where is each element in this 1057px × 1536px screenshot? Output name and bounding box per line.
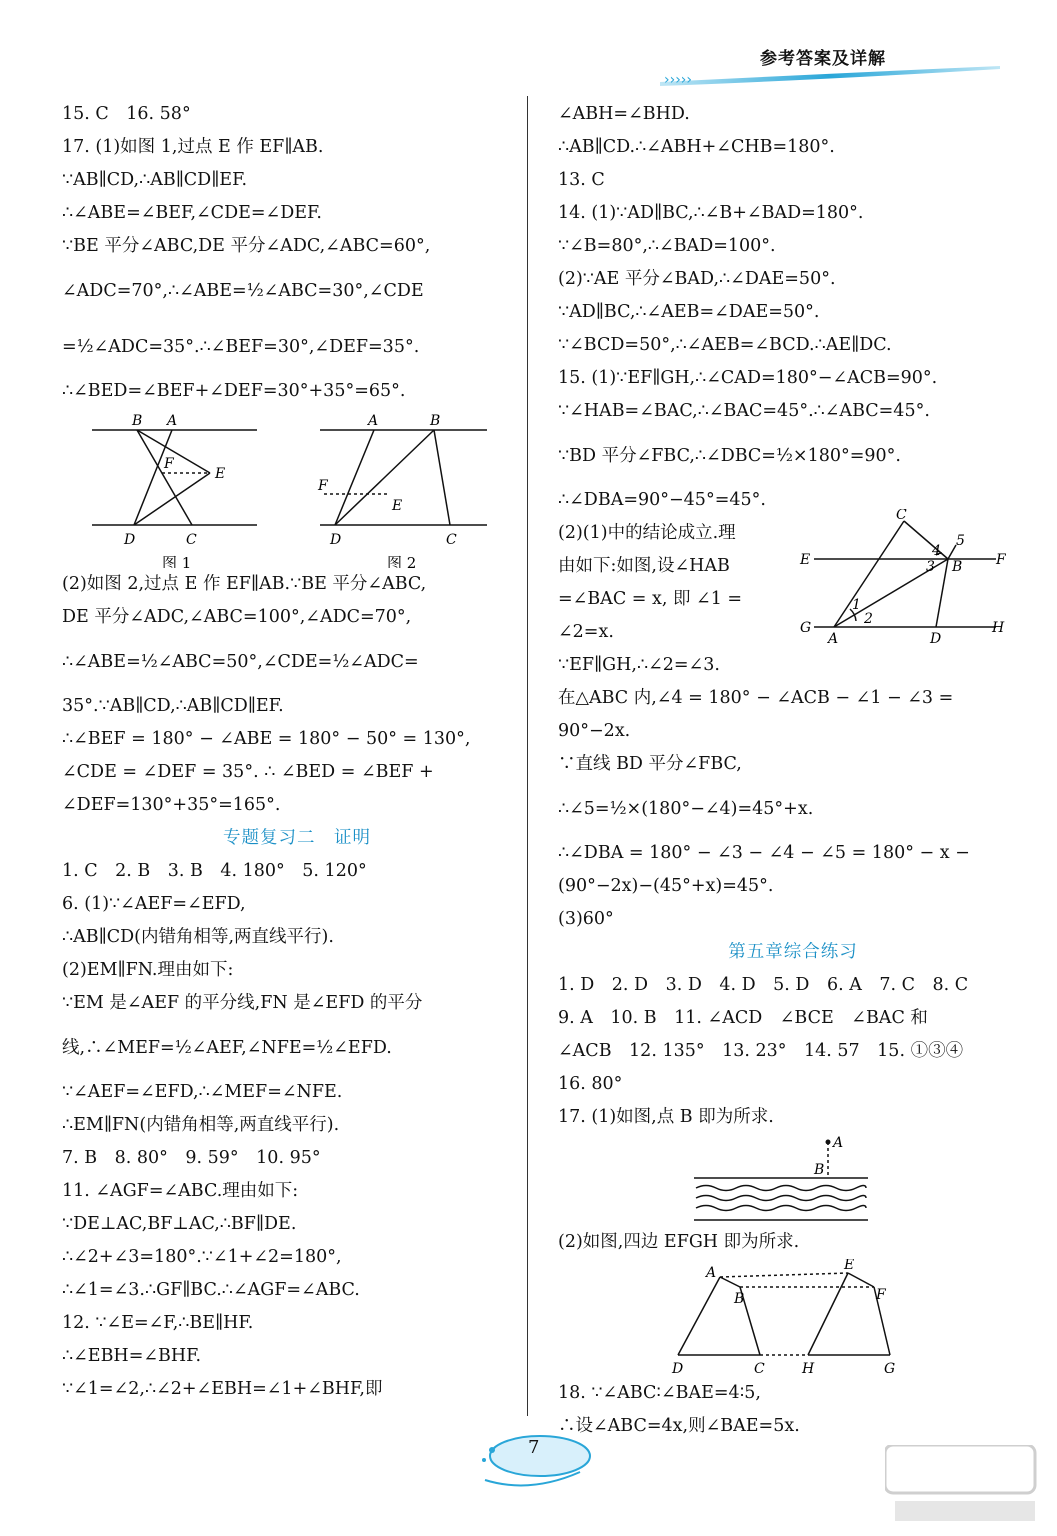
page-number-decoration: [470, 1420, 620, 1500]
fig4-label-a: A: [833, 1135, 844, 1151]
figure-4: [688, 1134, 878, 1226]
text-line: 1. C 2. B 3. B 4. 180° 5. 120°: [62, 861, 367, 881]
text-line: ∵EM 是∠AEF 的平分线,FN 是∠EFD 的平分: [62, 993, 423, 1013]
right-column: [558, 98, 1028, 1443]
fig3-label-f: F: [996, 552, 1006, 568]
text-line: ∵∠HAB=∠BAC,∴∠BAC=45°.∴∠ABC=45°.: [558, 401, 930, 421]
text-line: DE 平分∠ADC,∠ABC=100°,∠ADC=70°,: [62, 607, 412, 627]
fig3-label-c: C: [896, 509, 907, 523]
text-line: ∴∠BEF = 180° − ∠ABE = 180° − 50° = 130°,: [62, 729, 471, 749]
header-title: 参考答案及详解: [760, 49, 886, 69]
fig2-label-e: E: [392, 498, 403, 514]
fig1-label-a: A: [167, 413, 178, 429]
fig5-label-g: G: [884, 1361, 896, 1377]
figures-1-2: [62, 408, 532, 568]
fig1-caption: 图 1: [162, 554, 192, 568]
fig5-label-c: C: [754, 1361, 765, 1377]
text-line: ∵AD∥BC,∴∠AEB=∠DAE=50°.: [558, 302, 820, 322]
fig2-label-f: F: [318, 478, 328, 494]
figure-1: [92, 430, 257, 525]
text-line: 9. A 10. B 11. ∠ACD ∠BCE ∠BAC 和: [558, 1008, 928, 1028]
text-line: 90°−2x.: [558, 721, 631, 741]
text-line: ∴∠DBA = 180° − ∠3 − ∠4 − ∠5 = 180° − x −: [558, 843, 970, 863]
text-line: ∠2=x.: [558, 622, 614, 642]
figure-3: [796, 509, 1006, 649]
fig5-label-a: A: [706, 1265, 717, 1281]
text-line: ∴∠2+∠3=180°.∵∠1+∠2=180°,: [62, 1247, 342, 1267]
text-line: 12. ∵∠E=∠F,∴BE∥HF.: [62, 1313, 254, 1333]
fig3-label-h: H: [992, 620, 1005, 636]
text-line: =½∠ADC=35°.∴∠BEF=30°,∠DEF=35°.: [62, 337, 420, 357]
fig5-label-d: D: [672, 1361, 684, 1377]
text-line: ∠ADC=70°,∴∠ABE=½∠ABC=30°,∠CDE: [62, 281, 424, 301]
text-line: 11. ∠AGF=∠ABC.理由如下:: [62, 1181, 299, 1201]
fig1-label-e: E: [215, 466, 226, 482]
text-line: (2)如图,四边 EFGH 即为所求.: [558, 1232, 800, 1252]
fig1-label-d: D: [124, 532, 136, 548]
text-line: 线,∴∠MEF=½∠AEF,∠NFE=½∠EFD.: [62, 1038, 392, 1058]
text-line: ∵∠AEF=∠EFD,∴∠MEF=∠NFE.: [62, 1082, 343, 1102]
text-line: ∠CDE = ∠DEF = 35°. ∴ ∠BED = ∠BEF +: [62, 762, 434, 782]
q15-2-block: [558, 509, 1028, 649]
text-line: 16. 80°: [558, 1074, 623, 1094]
fig2-label-a: A: [368, 413, 379, 429]
fig5-label-f: F: [876, 1287, 886, 1303]
figure-2: [320, 430, 487, 525]
fig3-label-b: B: [952, 559, 963, 575]
text-line: ∴∠5=½×(180°−∠4)=45°+x.: [558, 799, 814, 819]
text-line: ∴∠1=∠3.∴GF∥BC.∴∠AGF=∠ABC.: [62, 1280, 360, 1300]
fig4-label-b: B: [814, 1162, 825, 1178]
fig3-label-e: E: [800, 552, 811, 568]
text-line: ∵直线 BD 平分∠FBC,: [558, 754, 742, 774]
text-line: 14. (1)∵AD∥BC,∴∠B+∠BAD=180°.: [558, 203, 864, 223]
section-title-chapter-5: 第五章综合练习: [728, 942, 858, 962]
text-line: 6. (1)∵∠AEF=∠EFD,: [62, 894, 246, 914]
fig2-label-c: C: [446, 532, 457, 548]
fig2-caption: 图 2: [387, 554, 417, 568]
fig5-label-e: E: [844, 1259, 855, 1273]
text-line: ∵AB∥CD,∴AB∥CD∥EF.: [62, 170, 248, 190]
text-line: (2)如图 2,过点 E 作 EF∥AB.∵BE 平分∠ABC,: [62, 574, 427, 594]
text-line: ∴∠DBA=90°−45°=45°.: [558, 490, 766, 510]
text-line: 由如下:如图,设∠HAB: [558, 556, 730, 576]
fig3-label-a: A: [828, 631, 839, 647]
text-line: =∠BAC = x, 即 ∠1 =: [558, 589, 743, 609]
section-title-review-2: 专题复习二 证明: [223, 828, 371, 848]
text-line: ∠DEF=130°+35°=165°.: [62, 795, 281, 815]
fig3-label-5: 5: [956, 533, 965, 549]
text-line: 13. C: [558, 170, 605, 190]
text-line: ∴∠BED=∠BEF+∠DEF=30°+35°=65°.: [62, 381, 406, 401]
text-line: ∵∠BCD=50°,∴∠AEB=∠BCD.∴AE∥DC.: [558, 335, 892, 355]
text-line: ∠ACB 12. 135° 13. 23° 14. 57 15. ①③④: [558, 1041, 964, 1061]
svg-text:›››››: ›››››: [664, 72, 692, 88]
text-line: ∴EM∥FN(内错角相等,两直线平行).: [62, 1115, 340, 1135]
text-line: ∵DE⊥AC,BF⊥AC,∴BF∥DE.: [62, 1214, 297, 1234]
text-line: 35°.∵AB∥CD,∴AB∥CD∥EF.: [62, 696, 284, 716]
text-line: 7. B 8. 80° 9. 59° 10. 95°: [62, 1148, 321, 1168]
text-line: ∵EF∥GH,∴∠2=∠3.: [558, 655, 720, 675]
fig1-label-f: F: [164, 456, 174, 472]
fig1-label-c: C: [186, 532, 197, 548]
text-line: 17. (1)如图 1,过点 E 作 EF∥AB.: [62, 137, 324, 157]
page-header: [0, 0, 1057, 100]
text-line: 18. ∵∠ABC∶∠BAE=4∶5,: [558, 1383, 761, 1403]
text-line: ∴AB∥CD.∴∠ABH+∠CHB=180°.: [558, 137, 835, 157]
text-line: ∵BD 平分∠FBC,∴∠DBC=½×180°=90°.: [558, 446, 901, 466]
fig2-label-d: D: [330, 532, 342, 548]
left-column: [62, 98, 532, 1406]
figure-5: [668, 1259, 908, 1377]
text-line: (3)60°: [558, 909, 614, 929]
fig5-label-b: B: [734, 1291, 745, 1307]
watermark-logo: [885, 1445, 1045, 1525]
fig3-label-4: 4: [932, 543, 941, 559]
fig3-label-3: 3: [926, 559, 935, 575]
fig2-label-b: B: [430, 413, 441, 429]
fig3-label-g: G: [800, 620, 812, 636]
text-line: (2)(1)中的结论成立.理: [558, 523, 736, 543]
text-line: ∵∠1=∠2,∴∠2+∠EBH=∠1+∠BHF,即: [62, 1379, 383, 1399]
text-line: 1. D 2. D 3. D 4. D 5. D 6. A 7. C 8. C: [558, 975, 969, 995]
figure-1-2-drawing: [62, 408, 532, 568]
text-line: ∠ABH=∠BHD.: [558, 104, 690, 124]
text-line: ∴∠EBH=∠BHF.: [62, 1346, 202, 1366]
text-line: (2)EM∥FN.理由如下:: [62, 960, 234, 980]
figure-4-block: [558, 1134, 1028, 1226]
fig3-label-1: 1: [852, 597, 861, 613]
text-line: 15. C 16. 58°: [62, 104, 191, 124]
text-line: 在△ABC 内,∠4 = 180° − ∠ACB − ∠1 − ∠3 =: [558, 688, 954, 708]
figure-5-block: [558, 1259, 1028, 1377]
fig1-label-b: B: [132, 413, 143, 429]
fig3-label-2: 2: [864, 611, 873, 627]
text-line: (90°−2x)−(45°+x)=45°.: [558, 876, 774, 896]
page-number: 7: [528, 1437, 540, 1458]
text-line: ∴AB∥CD(内错角相等,两直线平行).: [62, 927, 334, 947]
fig5-label-h: H: [802, 1361, 815, 1377]
fig3-label-d: D: [930, 631, 942, 647]
text-line: ∴∠ABE=½∠ABC=50°,∠CDE=½∠ADC=: [62, 652, 419, 672]
text-line: 15. (1)∵EF∥GH,∴∠CAD=180°−∠ACB=90°.: [558, 368, 938, 388]
text-line: 17. (1)如图,点 B 即为所求.: [558, 1107, 774, 1127]
header-decoration: [0, 0, 1057, 100]
text-line: ∴设∠ABC=4x,则∠BAE=5x.: [558, 1416, 800, 1436]
text-line: ∴∠ABE=∠BEF,∠CDE=∠DEF.: [62, 203, 322, 223]
text-line: ∵∠B=80°,∴∠BAD=100°.: [558, 236, 776, 256]
text-line: ∵BE 平分∠ABC,DE 平分∠ADC,∠ABC=60°,: [62, 236, 431, 256]
text-line: (2)∵AE 平分∠BAD,∴∠DAE=50°.: [558, 269, 836, 289]
